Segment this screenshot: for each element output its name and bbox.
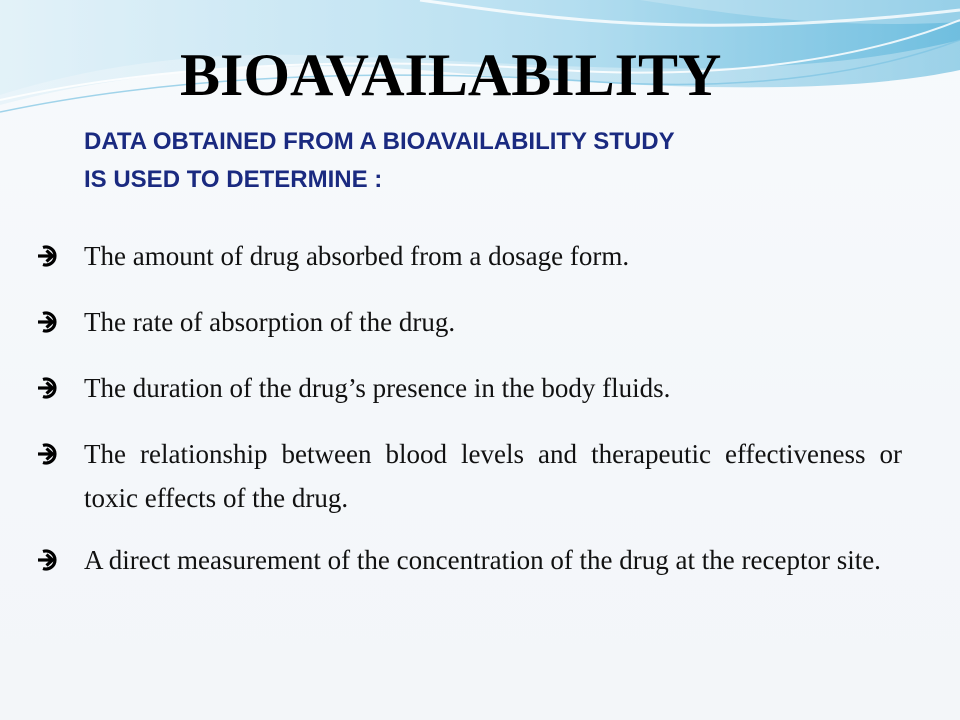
- arrow-circle-right-icon: [36, 310, 60, 334]
- bullet-text: The relationship between blood levels and therapeutic effectiveness or toxic effects of the drug.: [84, 439, 902, 513]
- bullet-item: [36, 432, 902, 520]
- slide-subtitle: [84, 123, 904, 199]
- arrow-circle-right-icon: [36, 376, 60, 400]
- slide-title: BIOAVAILABILITY: [180, 42, 722, 108]
- bullet-list: [36, 234, 902, 600]
- subtitle-line-2: IS USED TO DETERMINE :: [84, 166, 383, 193]
- bullet-text: A direct measurement of the concentration of the drug at the receptor site.: [84, 545, 881, 575]
- bullet-text: The amount of drug absorbed from a dosage form.: [84, 241, 630, 271]
- bullet-item: [36, 366, 902, 410]
- bullet-item: [36, 234, 902, 278]
- bullet-item: [36, 538, 902, 582]
- bullet-item: [36, 300, 902, 344]
- arrow-circle-right-icon: [36, 548, 60, 572]
- subtitle-line-1: DATA OBTAINED FROM A BIOAVAILABILITY STUDY: [84, 128, 675, 155]
- arrow-circle-right-icon: [36, 442, 60, 466]
- bullet-text: The rate of absorption of the drug.: [84, 307, 456, 337]
- arrow-circle-right-icon: [36, 244, 60, 268]
- bullet-text: The duration of the drug’s presence in the body fluids.: [84, 373, 671, 403]
